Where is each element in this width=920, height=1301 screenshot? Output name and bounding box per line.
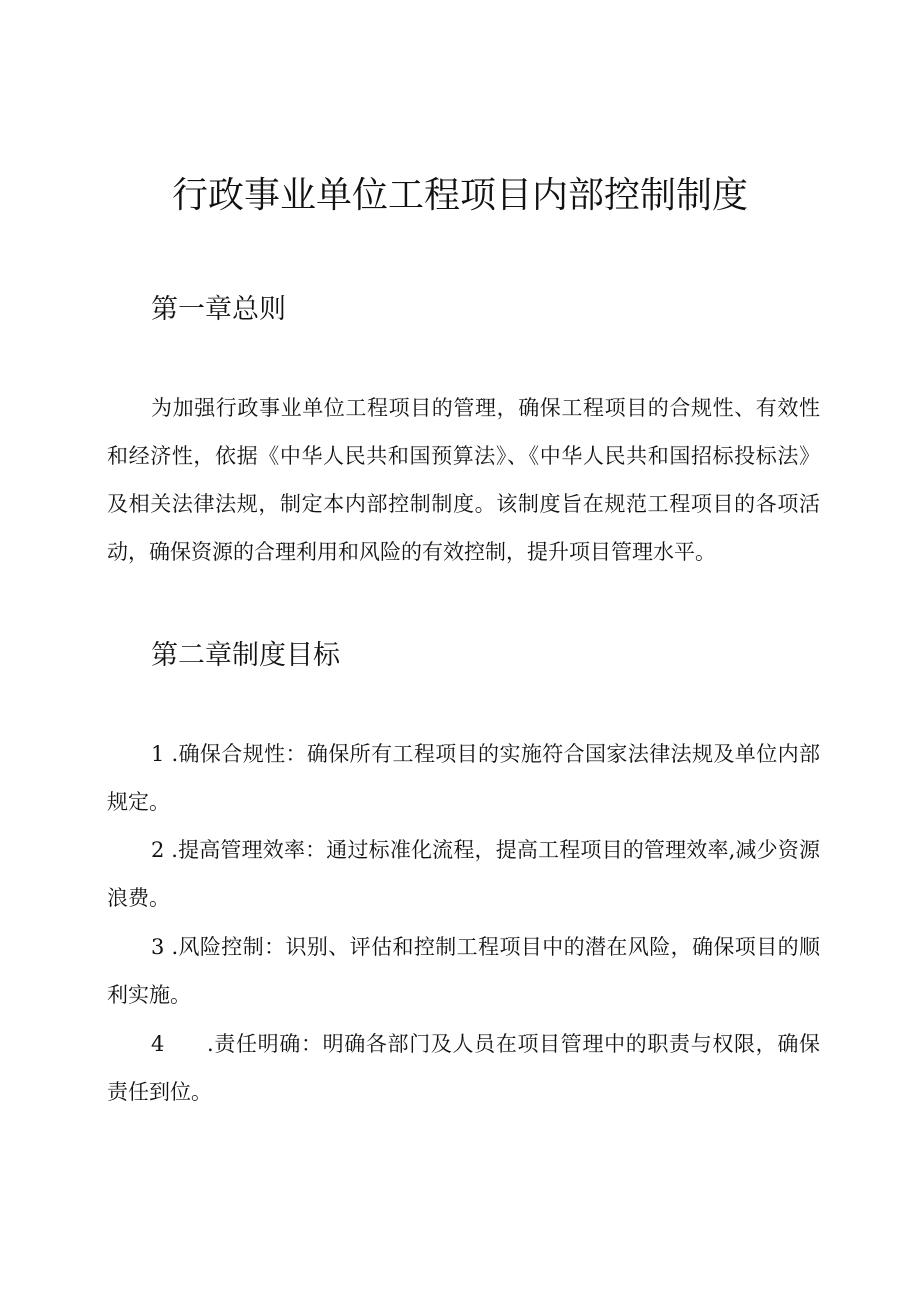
- goal-item-3: [107, 923, 820, 1019]
- goal-item-number: 3: [151, 935, 165, 959]
- goal-item-number: 2: [151, 838, 165, 862]
- goal-item-text: .风险控制：识别、评估和控制工程项目中的潜在风险，确保项目的顺利实施。: [107, 935, 820, 1007]
- goal-item-text: .责任明确：明确各部门及人员在项目管理中的职责与权限，确保责任到位。: [107, 1032, 820, 1104]
- goal-item-text: .提高管理效率：通过标准化流程，提高工程项目的管理效率,减少资源浪费。: [107, 838, 820, 910]
- goal-item-number: 4: [151, 1032, 165, 1056]
- document-title: 行政事业单位工程项目内部控制制度: [171, 175, 748, 216]
- chapter-2-heading: 第二章制度目标: [151, 640, 340, 671]
- chapter-1-paragraph: 为加强行政事业单位工程项目的管理，确保工程项目的合规性、有效性和经济性，依据《中华人民共和国预算法》、《中华人民共和国招标投标法》及相关法律法规，制定本内部控制制度。该制度旨在规范工程项目的各项活动，确保资源的合理利用和风险的有效控制，提升项目管理水平。: [107, 396, 820, 564]
- goal-item-4: [107, 1020, 820, 1116]
- goal-item-number: 1: [151, 742, 165, 766]
- chapter-1-heading: 第一章总则: [151, 294, 286, 325]
- goal-item-text: .确保合规性：确保所有工程项目的实施符合国家法律法规及单位内部规定。: [107, 742, 820, 814]
- goal-item-2: [107, 826, 820, 922]
- goal-item-1: [107, 730, 820, 826]
